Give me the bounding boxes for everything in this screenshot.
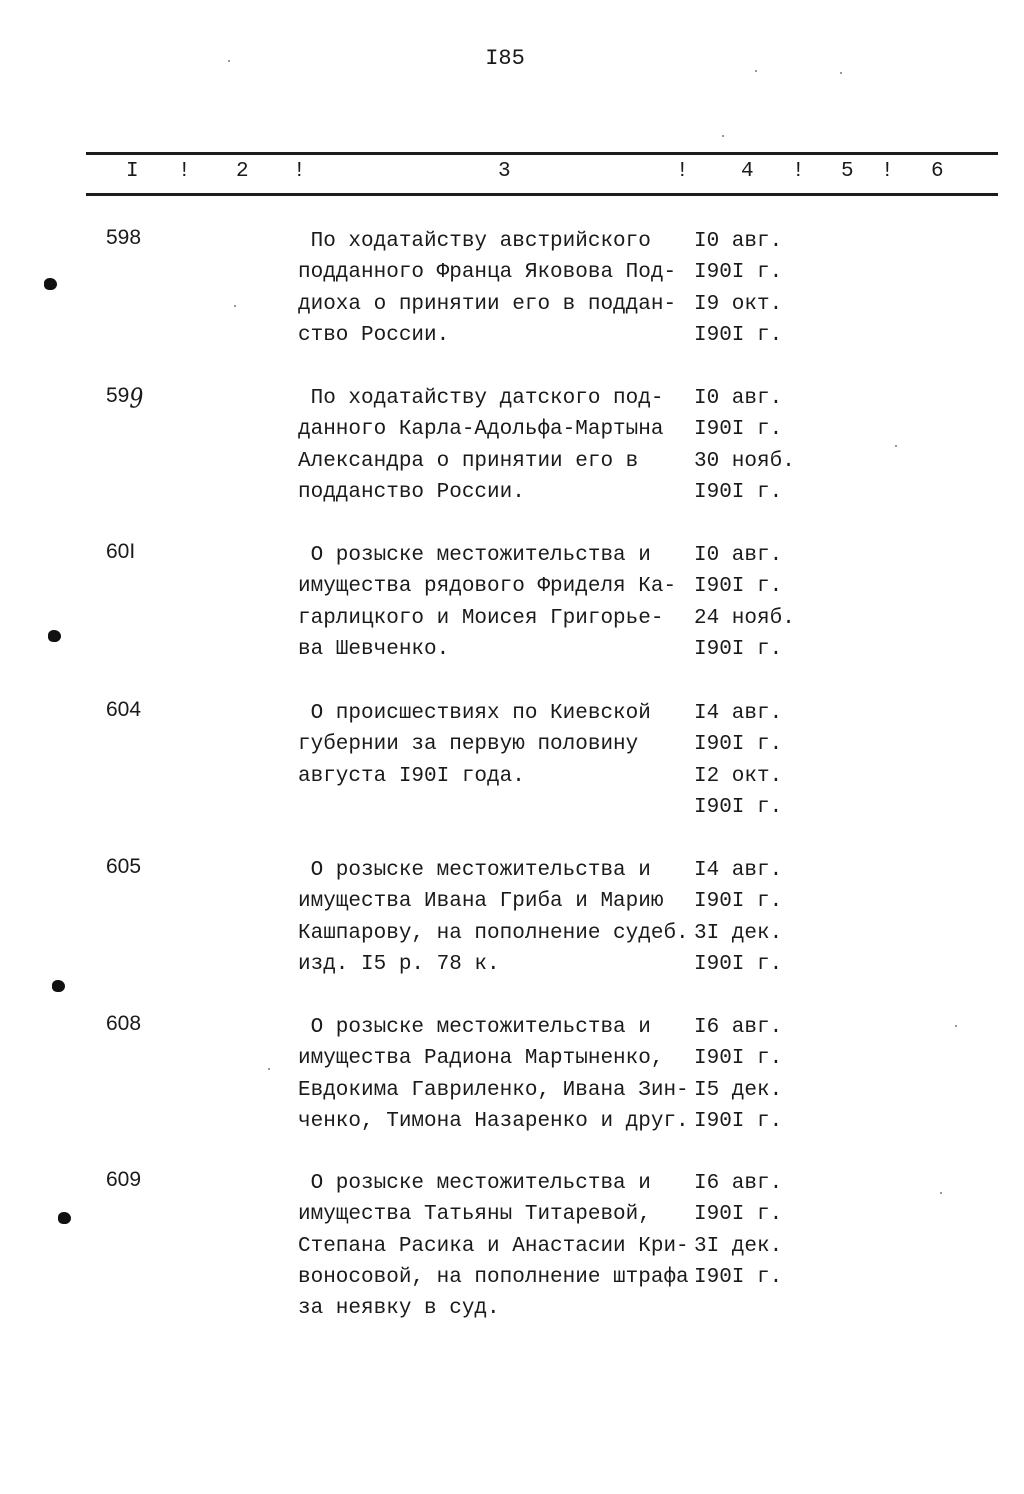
column-header-5: 5 (841, 160, 854, 183)
column-header-3: 3 (498, 160, 511, 183)
entry-description: По ходатайству датского под- данного Карла-Адольфа-Мартына Александра о принятии его в подданство России. (298, 387, 664, 504)
scan-speck (955, 1025, 957, 1027)
binding-hole-mark (44, 278, 57, 290)
entry-description: О розыске местожительства и имущества Радиона Мартыненко, Евдокима Гавриленко, Ивана Зин- ченко, Тимона Назаренко и друг. (298, 1016, 689, 1133)
column-header-6: 6 (931, 160, 944, 183)
entry-number: 598 (106, 226, 142, 249)
entry-dates: I6 авг. I90I г. 3I дек. I90I г. (694, 1172, 783, 1289)
entry-number: 609 (106, 1168, 142, 1191)
entry-dates: I4 авг. I90I г. I2 окт. I90I г. (694, 702, 783, 819)
column-separator: ! (676, 160, 689, 183)
scan-speck (895, 445, 897, 447)
scan-speck (234, 305, 236, 307)
scan-speck (840, 72, 842, 74)
binding-hole-mark (58, 1212, 71, 1224)
entry-number: 604 (106, 698, 142, 721)
scan-speck (755, 70, 757, 72)
table-header (86, 160, 998, 188)
binding-hole-mark (48, 630, 61, 642)
scan-speck (940, 1192, 942, 1194)
entry-dates: I0 авг. I90I г. I9 окт. I90I г. (694, 230, 783, 347)
scan-speck (268, 1068, 270, 1070)
column-separator: ! (881, 160, 894, 183)
column-separator: ! (178, 160, 191, 183)
entry-dates: I4 авг. I90I г. 3I дек. I90I г. (694, 859, 783, 976)
scan-speck (228, 60, 230, 62)
column-separator: ! (293, 160, 306, 183)
entry-description: О розыске местожительства и имущества Татьяны Титаревой, Степана Расика и Анастасии Кри- воносовой, на пополнение штрафа за неявку в суд. (298, 1172, 689, 1321)
entry-dates: I6 авг. I90I г. I5 дек. I90I г. (694, 1016, 783, 1133)
entry-number: 608 (106, 1012, 142, 1035)
entry-dates: I0 авг. I90I г. 30 нояб. I90I г. (694, 387, 795, 504)
entry-number: 60I (106, 540, 136, 563)
column-separator: ! (792, 160, 805, 183)
column-header-2: 2 (236, 160, 249, 183)
entry-dates: I0 авг. I90I г. 24 нояб. I90I г. (694, 544, 795, 661)
table-top-rule (86, 152, 998, 155)
page-number: I85 (485, 46, 525, 71)
scan-speck (722, 135, 724, 137)
column-header-4: 4 (741, 160, 754, 183)
entry-description: По ходатайству австрийского подданного Франца Яковова Под- диоха о принятии его в поддан- ство России. (298, 230, 677, 347)
entry-number: 599 (106, 383, 144, 415)
table-header-rule (86, 193, 998, 196)
column-header-1: I (126, 160, 139, 183)
entry-description: О розыске местожительства и имущества Ивана Гриба и Марию Кашпарову, на пополнение судеб. изд. I5 р. 78 к. (298, 859, 689, 976)
handwritten-correction: 9 (129, 383, 144, 415)
entry-description: О розыске местожительства и имущества рядового Фриделя Ка- гарлицкого и Моисея Григорье- ва Шевченко. (298, 544, 677, 661)
entry-number: 605 (106, 855, 142, 878)
entry-description: О происшествиях по Киевской губернии за первую половину августа I90I года. (298, 702, 651, 788)
binding-hole-mark (52, 980, 65, 992)
